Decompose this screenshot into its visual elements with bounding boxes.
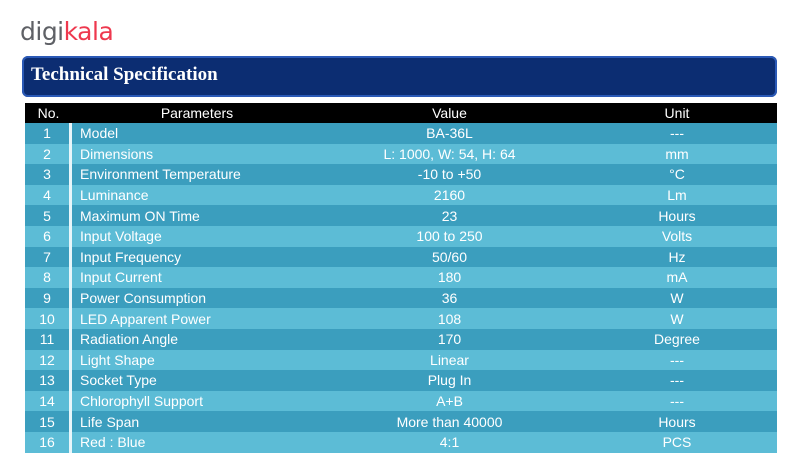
unit-cell: PCS — [662, 434, 692, 451]
digikala-logo — [20, 17, 113, 47]
row-number-cell: 8 — [25, 267, 72, 288]
value-cell: 23 — [441, 207, 458, 224]
value-cell: 50/60 — [431, 248, 468, 265]
row-number-cell: 16 — [25, 432, 72, 453]
row-number-cell: 10 — [25, 308, 72, 329]
parameter-cell: Chlorophyll Support — [80, 393, 203, 410]
title-banner — [22, 56, 777, 97]
row-number-cell: 15 — [25, 411, 72, 432]
parameter-cell: Maximum ON Time — [80, 207, 200, 224]
unit-cell: Volts — [661, 228, 693, 245]
parameter-cell: Dimensions — [80, 145, 154, 162]
row-number-cell: 5 — [25, 205, 72, 226]
parameter-cell: Radiation Angle — [80, 331, 179, 348]
table-row — [25, 288, 777, 309]
value-cell: 2160 — [433, 187, 466, 204]
value-cell: Linear — [430, 351, 469, 368]
column-header-no: No. — [37, 105, 60, 121]
row-number-cell: 9 — [25, 288, 72, 309]
value-cell: More than 40000 — [396, 413, 503, 430]
value-cell: 108 — [437, 310, 462, 327]
table-row — [25, 144, 777, 165]
value-cell: L: 1000, W: 54, H: 64 — [383, 145, 516, 162]
table-row — [25, 308, 777, 329]
value-cell: 100 to 250 — [416, 228, 483, 245]
row-number-cell: 14 — [25, 391, 72, 412]
unit-cell: --- — [670, 125, 684, 142]
table-row — [25, 350, 777, 371]
column-header-parameters: Parameters — [160, 105, 234, 121]
value-cell: 36 — [441, 290, 458, 307]
value-cell: -10 to +50 — [417, 166, 482, 183]
table-row — [25, 370, 777, 391]
row-number-cell: 4 — [25, 185, 72, 206]
parameter-cell: Luminance — [80, 187, 149, 204]
parameter-cell: Red : Blue — [80, 434, 146, 451]
parameter-cell: Socket Type — [80, 372, 157, 389]
value-cell: 180 — [437, 269, 462, 286]
unit-cell: mA — [666, 269, 688, 286]
row-number-cell: 6 — [25, 226, 72, 247]
row-number-cell: 12 — [25, 350, 72, 371]
table-row — [25, 391, 777, 412]
parameter-cell: Environment Temperature — [80, 166, 241, 183]
parameter-cell: Power Consumption — [80, 290, 207, 307]
value-cell: 170 — [437, 331, 462, 348]
unit-cell: Degree — [654, 331, 700, 348]
row-number-cell: 13 — [25, 370, 72, 391]
value-cell: A+B — [436, 393, 463, 410]
table-header-row — [25, 103, 777, 123]
parameter-cell: Model — [80, 125, 119, 142]
row-number-cell: 2 — [25, 144, 72, 165]
unit-cell: W — [670, 310, 684, 327]
unit-cell: mm — [665, 145, 689, 162]
parameter-cell: Light Shape — [80, 351, 155, 368]
logo-part-digi: digi — [20, 17, 64, 46]
table-row — [25, 226, 777, 247]
unit-cell: Hours — [658, 207, 696, 224]
row-number-cell: 11 — [25, 329, 72, 350]
parameter-cell: Life Span — [80, 413, 140, 430]
parameter-cell: Input Current — [80, 269, 162, 286]
table-row — [25, 329, 777, 350]
column-header-unit: Unit — [664, 105, 690, 121]
row-number-cell: 3 — [25, 164, 72, 185]
table-row — [25, 164, 777, 185]
table-row — [25, 123, 777, 144]
unit-cell: --- — [670, 351, 684, 368]
spec-table — [25, 103, 777, 453]
table-body — [25, 123, 777, 453]
row-number-cell: 1 — [25, 123, 72, 144]
page-title: Technical Specification — [31, 64, 218, 85]
unit-cell: Hz — [668, 248, 686, 265]
row-number-cell: 7 — [25, 247, 72, 268]
parameter-cell: LED Apparent Power — [80, 310, 211, 327]
parameter-cell: Input Frequency — [80, 248, 182, 265]
table-row — [25, 205, 777, 226]
table-row — [25, 185, 777, 206]
value-cell: 4:1 — [439, 434, 460, 451]
unit-cell: Lm — [667, 187, 687, 204]
table-row — [25, 432, 777, 453]
logo-part-kala: kala — [63, 17, 114, 46]
unit-cell: °C — [669, 166, 685, 183]
value-cell: BA-36L — [426, 125, 473, 142]
unit-cell: W — [670, 290, 684, 307]
column-header-value: Value — [432, 105, 467, 121]
unit-cell: Hours — [658, 413, 696, 430]
parameter-cell: Input Voltage — [80, 228, 162, 245]
table-row — [25, 267, 777, 288]
unit-cell: --- — [670, 372, 684, 389]
unit-cell: --- — [670, 393, 684, 410]
table-row — [25, 411, 777, 432]
value-cell: Plug In — [427, 372, 472, 389]
table-row — [25, 247, 777, 268]
